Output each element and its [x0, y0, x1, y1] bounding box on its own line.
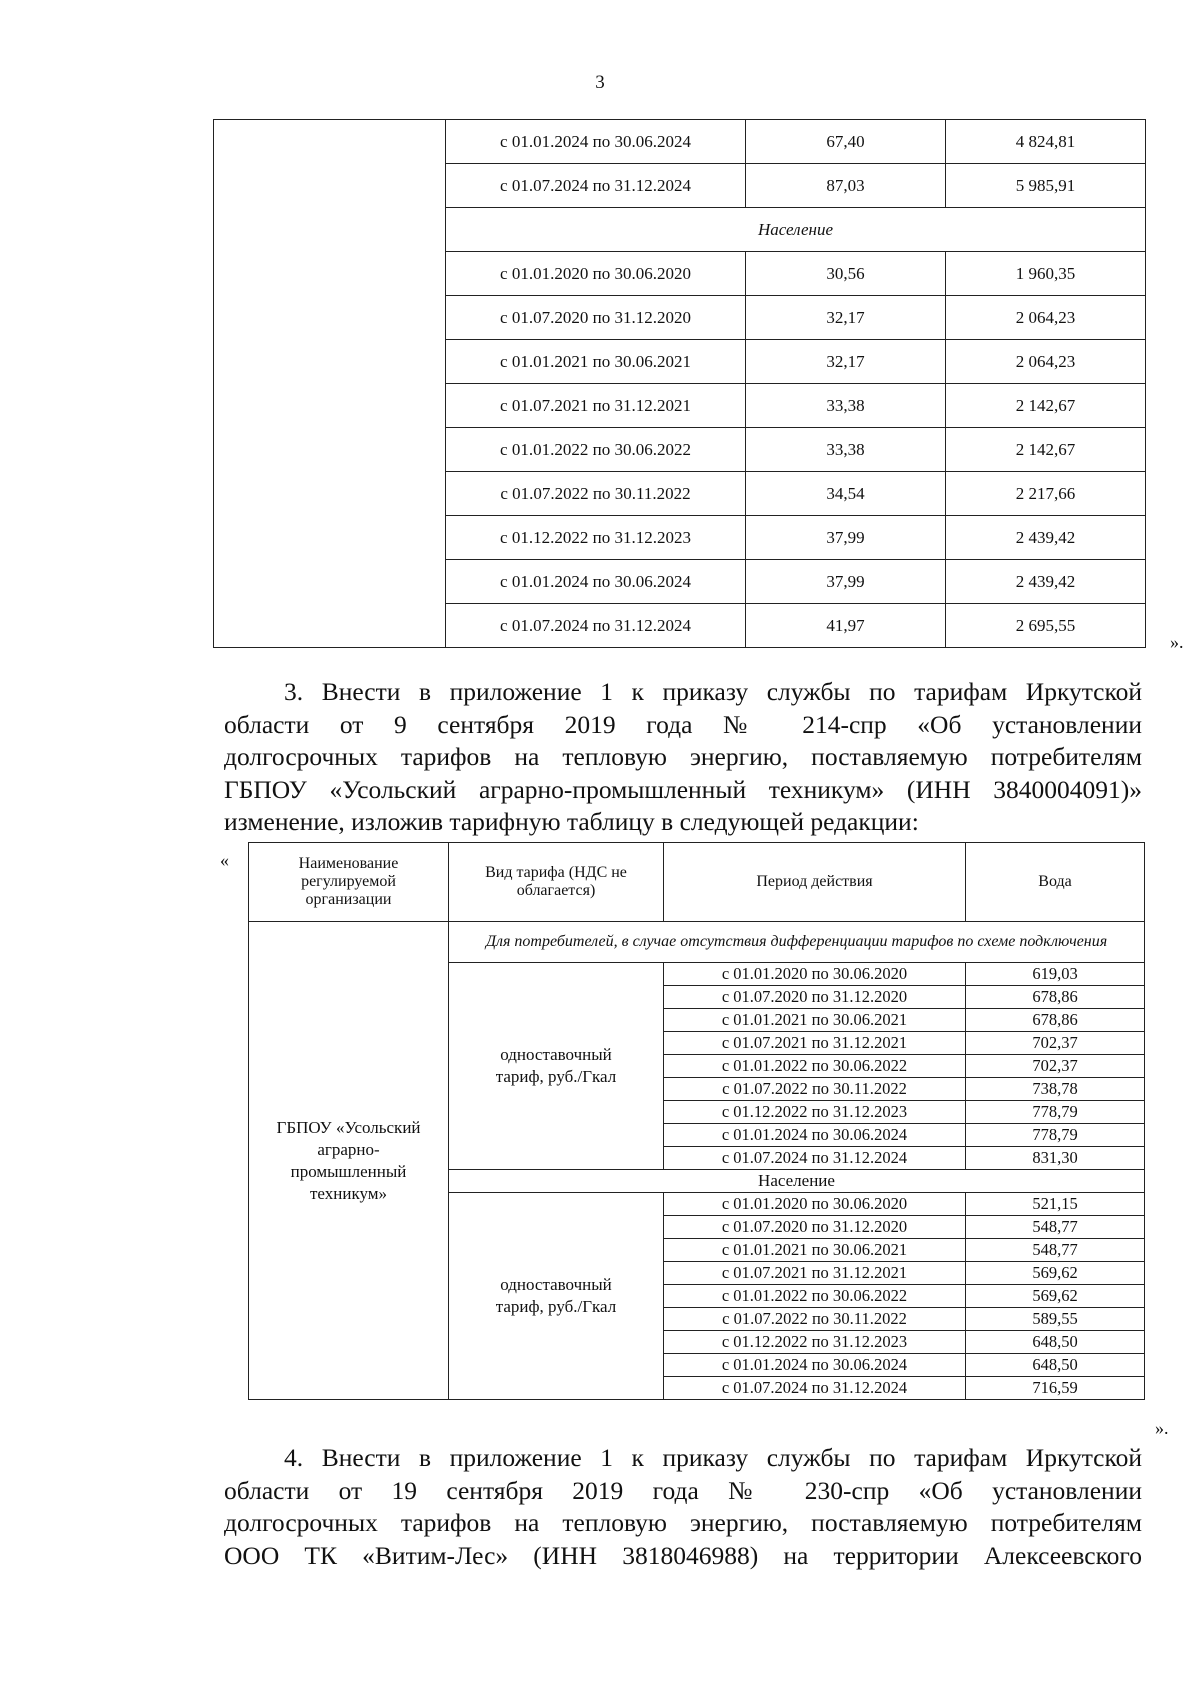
section-row	[249, 922, 1145, 963]
period-cell: с 01.12.2022 по 31.12.2023	[664, 1331, 966, 1354]
paragraph-4	[224, 1442, 1142, 1572]
period-cell: с 01.01.2020 по 30.06.2020	[664, 963, 966, 986]
value-cell: 2 064,23	[946, 340, 1146, 384]
water-value-cell: 521,15	[966, 1193, 1145, 1216]
paragraph-line: долгосрочных тарифов на тепловую энергию, поставляемую потребителям	[224, 1508, 1142, 1537]
value-cell: 2 695,55	[946, 604, 1146, 648]
period-cell: с 01.07.2020 по 31.12.2020	[446, 296, 746, 340]
period-cell: с 01.07.2022 по 30.11.2022	[446, 472, 746, 516]
period-cell: с 01.12.2022 по 31.12.2023	[446, 516, 746, 560]
header-water: Вода	[966, 843, 1145, 922]
value-cell: 87,03	[746, 164, 946, 208]
paragraph-line: ГБПОУ «Усольский аграрно-промышленный техникум» (ИНН 3840004091)»	[224, 774, 1142, 804]
water-value-cell: 738,78	[966, 1078, 1145, 1101]
tariff-table-usolsky	[248, 842, 1145, 1400]
period-cell: с 01.01.2024 по 30.06.2024	[446, 560, 746, 604]
table-row	[214, 120, 1146, 164]
paragraph-line: 3. Внести в приложение 1 к приказу службы по тарифам Иркутской	[284, 677, 1142, 706]
paragraph-3	[224, 676, 1142, 839]
paragraph-line: 4. Внести в приложение 1 к приказу службы по тарифам Иркутской	[284, 1443, 1142, 1472]
period-cell: с 01.12.2022 по 31.12.2023	[664, 1101, 966, 1124]
water-value-cell: 569,62	[966, 1285, 1145, 1308]
period-cell: с 01.01.2024 по 30.06.2024	[664, 1124, 966, 1147]
value-cell: 2 439,42	[946, 560, 1146, 604]
header-tariff-type: Вид тарифа (НДС не облагается)	[449, 843, 664, 922]
water-value-cell: 831,30	[966, 1147, 1145, 1170]
period-cell: с 01.01.2020 по 30.06.2020	[446, 252, 746, 296]
period-cell: с 01.01.2021 по 30.06.2021	[664, 1239, 966, 1262]
value-cell: 30,56	[746, 252, 946, 296]
period-cell: с 01.01.2024 по 30.06.2024	[664, 1354, 966, 1377]
tariff-type: одноставочный тариф, руб./Гкал	[449, 963, 664, 1170]
tariff-type: одноставочный тариф, руб./Гкал	[449, 1193, 664, 1400]
period-cell: с 01.07.2020 по 31.12.2020	[664, 986, 966, 1009]
period-cell: с 01.01.2024 по 30.06.2024	[446, 120, 746, 164]
period-cell: с 01.01.2022 по 30.06.2022	[664, 1055, 966, 1078]
org-name: ГБПОУ «Усольский аграрно-промышленный техникум»	[249, 922, 449, 1400]
water-value-cell: 569,62	[966, 1262, 1145, 1285]
period-cell: с 01.07.2024 по 31.12.2024	[446, 604, 746, 648]
water-value-cell: 678,86	[966, 986, 1145, 1009]
value-cell: 33,38	[746, 428, 946, 472]
water-value-cell: 619,03	[966, 963, 1145, 986]
value-cell: 32,17	[746, 296, 946, 340]
value-cell: 2 217,66	[946, 472, 1146, 516]
value-cell: 5 985,91	[946, 164, 1146, 208]
water-value-cell: 648,50	[966, 1354, 1145, 1377]
paragraph-line: ООО ТК «Витим-Лес» (ИНН 3818046988) на территории Алексеевского	[224, 1540, 1142, 1570]
period-cell: с 01.07.2020 по 31.12.2020	[664, 1216, 966, 1239]
header-org: Наименование регулируемой организации	[249, 843, 449, 922]
value-cell: 2 064,23	[946, 296, 1146, 340]
period-cell: с 01.07.2022 по 30.11.2022	[664, 1078, 966, 1101]
section-label: Население	[446, 208, 1146, 252]
water-value-cell: 702,37	[966, 1032, 1145, 1055]
period-cell: с 01.07.2022 по 30.11.2022	[664, 1308, 966, 1331]
period-cell: с 01.07.2021 по 31.12.2021	[664, 1262, 966, 1285]
water-value-cell: 678,86	[966, 1009, 1145, 1032]
value-cell: 32,17	[746, 340, 946, 384]
value-cell: 67,40	[746, 120, 946, 164]
period-cell: с 01.07.2024 по 31.12.2024	[446, 164, 746, 208]
period-cell: с 01.01.2020 по 30.06.2020	[664, 1193, 966, 1216]
period-cell: с 01.07.2024 по 31.12.2024	[664, 1147, 966, 1170]
period-cell: с 01.01.2022 по 30.06.2022	[664, 1285, 966, 1308]
water-value-cell: 702,37	[966, 1055, 1145, 1078]
header-period: Период действия	[664, 843, 966, 922]
paragraph-line: области от 9 сентября 2019 года № 214-спр «Об установлении	[224, 709, 1142, 739]
period-cell: с 01.01.2022 по 30.06.2022	[446, 428, 746, 472]
blank-org-cell	[214, 120, 446, 648]
section-label: Население	[449, 1170, 1145, 1193]
value-cell: 2 142,67	[946, 384, 1146, 428]
value-cell: 2 142,67	[946, 428, 1146, 472]
water-value-cell: 548,77	[966, 1239, 1145, 1262]
value-cell: 33,38	[746, 384, 946, 428]
value-cell: 41,97	[746, 604, 946, 648]
paragraph-line: области от 19 сентября 2019 года № 230-спр «Об установлении	[224, 1475, 1142, 1505]
table1-close-quote: ».	[1170, 632, 1184, 652]
water-value-cell: 648,50	[966, 1331, 1145, 1354]
water-value-cell: 778,79	[966, 1124, 1145, 1147]
period-cell: с 01.07.2021 по 31.12.2021	[446, 384, 746, 428]
paragraph-line: долгосрочных тарифов на тепловую энергию, поставляемую потребителям	[224, 742, 1142, 771]
water-value-cell: 778,79	[966, 1101, 1145, 1124]
period-cell: с 01.01.2021 по 30.06.2021	[446, 340, 746, 384]
page-number: 3	[595, 72, 605, 93]
water-value-cell: 548,77	[966, 1216, 1145, 1239]
value-cell: 1 960,35	[946, 252, 1146, 296]
water-value-cell: 716,59	[966, 1377, 1145, 1400]
period-cell: с 01.07.2021 по 31.12.2021	[664, 1032, 966, 1055]
value-cell: 34,54	[746, 472, 946, 516]
value-cell: 2 439,42	[946, 516, 1146, 560]
paragraph-line: изменение, изложив тарифную таблицу в следующей редакции:	[224, 807, 919, 836]
period-cell: с 01.07.2024 по 31.12.2024	[664, 1377, 966, 1400]
table2-open-quote: «	[220, 850, 229, 870]
period-cell: с 01.01.2021 по 30.06.2021	[664, 1009, 966, 1032]
water-value-cell: 589,55	[966, 1308, 1145, 1331]
table2-close-quote: ».	[1155, 1418, 1169, 1438]
value-cell: 37,99	[746, 516, 946, 560]
value-cell: 37,99	[746, 560, 946, 604]
tariff-table-continued	[213, 119, 1146, 648]
value-cell: 4 824,81	[946, 120, 1146, 164]
section-label: Для потребителей, в случае отсутствия дифференциации тарифов по схеме подключения	[449, 922, 1145, 963]
